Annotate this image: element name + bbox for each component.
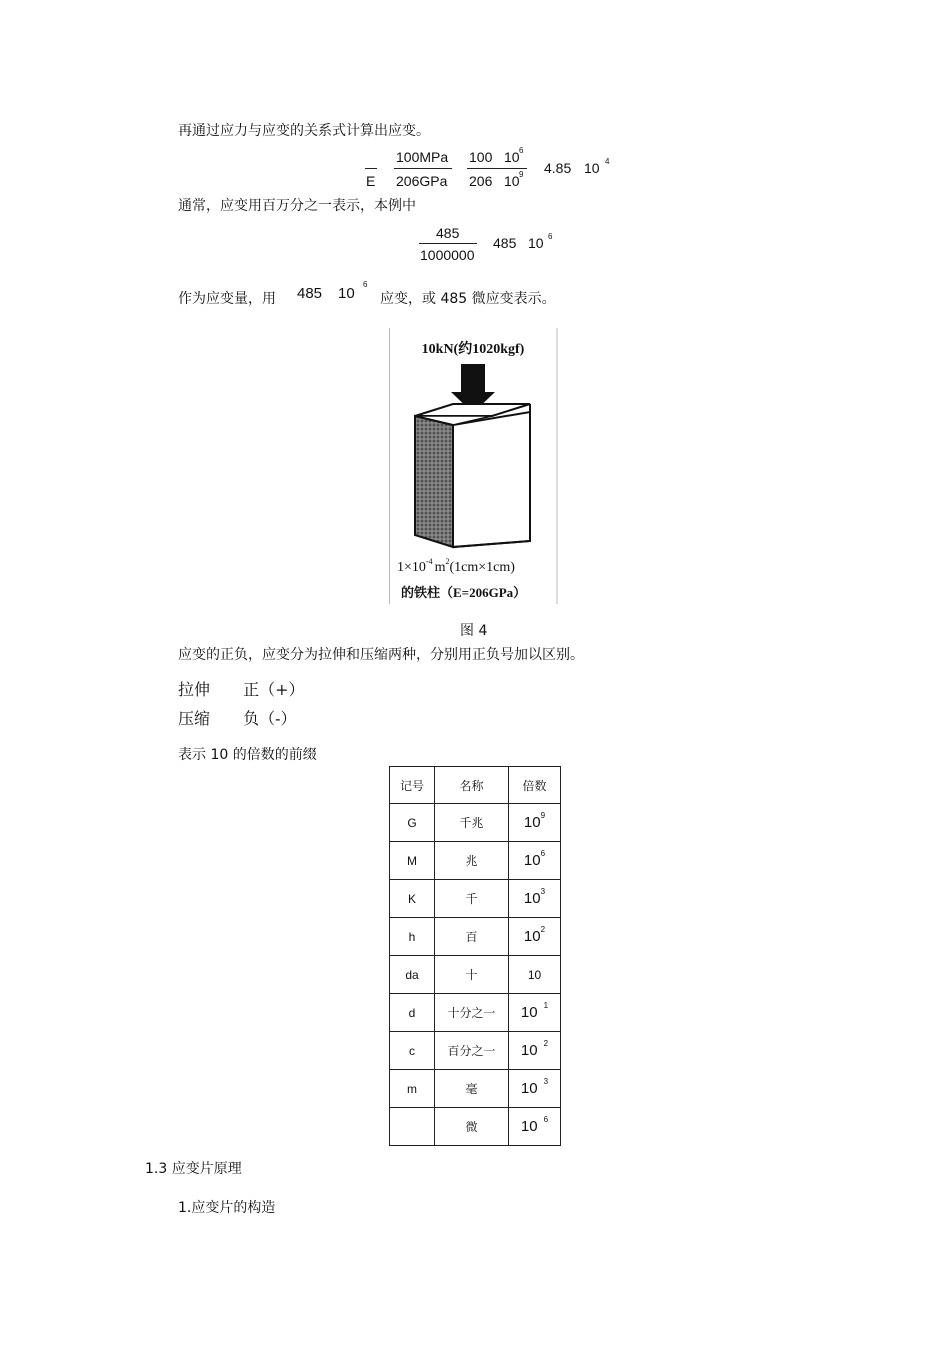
formula-stress: 100MPa bbox=[396, 149, 449, 165]
cell-name: 千 bbox=[435, 880, 509, 918]
sign-value: 负（-） bbox=[243, 709, 297, 728]
cell-multiple: 10 bbox=[509, 956, 561, 994]
strain-value-a: 485 bbox=[297, 285, 323, 302]
cell-symbol: d bbox=[390, 994, 435, 1032]
table-row bbox=[390, 1032, 561, 1070]
table-row bbox=[390, 994, 561, 1032]
cell-symbol: da bbox=[390, 956, 435, 994]
formula2-result-a: 485 bbox=[493, 235, 517, 251]
formula2-numerator: 485 bbox=[436, 225, 460, 241]
formula-modulus: E bbox=[366, 173, 376, 189]
paragraph-prefix: 作为应变量，用 bbox=[178, 291, 276, 307]
sign-term: 压缩 bbox=[178, 709, 211, 728]
header-symbol: 记号 bbox=[390, 767, 435, 804]
formula-modulus-value: 206GPa bbox=[396, 173, 448, 189]
sign-row-compression bbox=[178, 706, 297, 729]
formula-denominator-exp: 9 bbox=[519, 170, 524, 179]
figure-caption: 图 4 bbox=[460, 623, 488, 639]
cell-symbol: G bbox=[390, 804, 435, 842]
fraction-line bbox=[394, 168, 452, 169]
formula-denominator-b: 10 bbox=[504, 173, 520, 189]
prefix-table bbox=[389, 766, 561, 1146]
cell-symbol: K bbox=[390, 880, 435, 918]
cell-multiple: $10^9$ bbox=[509, 804, 561, 842]
table-row bbox=[390, 880, 561, 918]
cell-name: 毫 bbox=[435, 1070, 509, 1108]
header-name: 名称 bbox=[435, 767, 509, 804]
paragraph-stress-strain: 再通过应力与应变的关系式计算出应变。 bbox=[178, 123, 430, 139]
fraction-line bbox=[467, 168, 527, 169]
strain-value-exp: 6 bbox=[363, 280, 368, 289]
fraction-line bbox=[419, 243, 477, 244]
formula-result-b: 10 bbox=[584, 160, 600, 176]
table-title: 表示 10 的倍数的前缀 bbox=[178, 747, 317, 763]
section-heading: 1.3 应变片原理 bbox=[145, 1161, 242, 1177]
cell-multiple: 10 $^1$ bbox=[509, 994, 561, 1032]
iron-column-figure bbox=[389, 328, 558, 604]
force-label: 10kN(约1020kgf) bbox=[421, 342, 525, 357]
paragraph-microstrain: 通常，应变用百万分之一表示，本例中 bbox=[178, 198, 416, 214]
sign-value: 正（+） bbox=[243, 680, 305, 699]
table-row bbox=[390, 1108, 561, 1146]
strain-value-b: 10 bbox=[338, 285, 355, 302]
material-label: 的铁柱（E=206GPa） bbox=[401, 585, 527, 600]
cell-symbol bbox=[390, 1108, 435, 1146]
subsection-heading: 1.应变片的构造 bbox=[178, 1200, 276, 1216]
formula-result-exp: 4 bbox=[605, 157, 610, 166]
cell-name: 百 bbox=[435, 918, 509, 956]
sign-term: 拉伸 bbox=[178, 680, 211, 699]
iron-column-shape bbox=[415, 404, 530, 547]
cell-symbol: c bbox=[390, 1032, 435, 1070]
table-header-row bbox=[390, 767, 561, 804]
cell-name: 十分之一 bbox=[435, 994, 509, 1032]
formula2-denominator: 1000000 bbox=[420, 247, 475, 263]
formula-result-a: 4.85 bbox=[544, 160, 572, 176]
cell-multiple: 10 $^2$ bbox=[509, 1032, 561, 1070]
paragraph-suffix: 应变，或 485 微应变表示。 bbox=[380, 291, 556, 307]
table-row bbox=[390, 1070, 561, 1108]
cell-name: 百分之一 bbox=[435, 1032, 509, 1070]
cell-multiple: 10 $^3$ bbox=[509, 1070, 561, 1108]
formula-numerator-a: 100 bbox=[469, 149, 493, 165]
formula-numerator-b: 10 bbox=[504, 149, 520, 165]
cell-multiple: $10^2$ bbox=[509, 918, 561, 956]
cell-name: 千兆 bbox=[435, 804, 509, 842]
table-row bbox=[390, 918, 561, 956]
cell-multiple: $10^3$ bbox=[509, 880, 561, 918]
header-multiple: 倍数 bbox=[509, 767, 561, 804]
cell-symbol: m bbox=[390, 1070, 435, 1108]
table-row bbox=[390, 804, 561, 842]
table-row bbox=[390, 956, 561, 994]
formula2-result-exp: 6 bbox=[548, 232, 553, 241]
cell-symbol: h bbox=[390, 918, 435, 956]
cell-multiple: $10^6$ bbox=[509, 842, 561, 880]
sign-row-tension bbox=[178, 677, 305, 700]
iron-column-drawing bbox=[389, 328, 558, 604]
formula-denominator-a: 206 bbox=[469, 173, 493, 189]
paragraph-strain-sign: 应变的正负，应变分为拉伸和压缩两种，分别用正负号加以区别。 bbox=[178, 647, 584, 663]
cell-name: 十 bbox=[435, 956, 509, 994]
formula2-result-b: 10 bbox=[528, 235, 544, 251]
cell-symbol: M bbox=[390, 842, 435, 880]
cell-name: 微 bbox=[435, 1108, 509, 1146]
cell-name: 兆 bbox=[435, 842, 509, 880]
table-row bbox=[390, 842, 561, 880]
area-label: $1\times 10^{-4}$ $m^2(1cm\times 1cm)$ bbox=[397, 557, 515, 575]
cell-multiple: 10 $^6$ bbox=[509, 1108, 561, 1146]
fraction-line bbox=[365, 168, 377, 169]
formula-numerator-exp: 6 bbox=[519, 146, 524, 155]
